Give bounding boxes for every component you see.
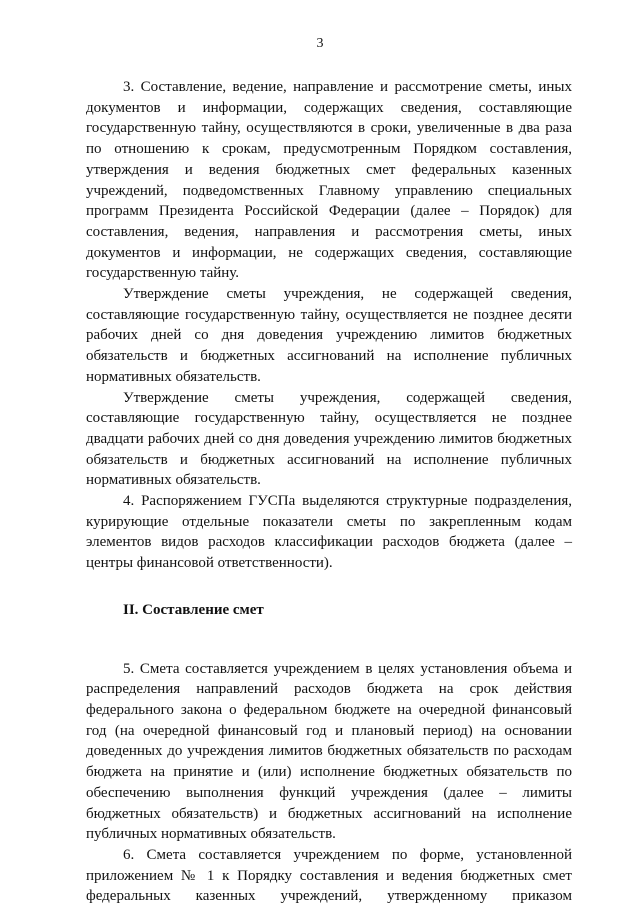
section-heading: II. Составление смет <box>123 601 264 618</box>
paragraph-4: 4. Распоряжением ГУСПа выделяются структурные подразделения, курирующие отдельные показатели сметы по закрепленным кодам элементов видов расходов классификации расходов бюджета (далее – центры финансовой ответственности). <box>86 493 572 572</box>
paragraph-6: 6. Смета составляется учреждением по форме, установленной приложением № 1 к Порядку составления и ведения бюджетных смет федеральных казенных учреждений, утвержденному приказом <box>86 846 572 905</box>
paragraph-5: 5. Смета составляется учреждением в целях установления объема и распределения направлений расходов бюджета на срок действия федерального закона о федеральном бюджете на очередной финансовый год (на очередной финансовый год и плановый период) на основании доведенных до учреждения лимитов бюджетных обязательств по расходам бюджета на принятие и (или) исполнение бюджетных обязательств по обеспечению выполнения функций учреждения (далее – лимиты бюджетных обязательств) и бюджетных ассигнований на исполнение публичных нормативных обязательств. <box>86 660 572 843</box>
paragraph-approval-secret: Утверждение сметы учреждения, содержащей сведения, составляющие государственную тайну, осуществляется не позднее двадцати рабочих дней со дня доведения учреждению лимитов бюджетных обязательств и бюджетных ассигнований на исполнение публичных нормативных обязательств. <box>86 389 572 489</box>
document-body <box>86 77 572 907</box>
page-number: 3 <box>316 36 324 51</box>
spacer <box>86 621 572 659</box>
paragraph-approval-non-secret: Утверждение сметы учреждения, не содержащей сведения, составляющие государственную тайну, осуществляется не позднее десяти рабочих дней со дня доведения учреждению лимитов бюджетных обязательств и бюджетных ассигнований на исполнение публичных нормативных обязательств. <box>86 286 572 385</box>
paragraph-3: 3. Составление, ведение, направление и рассмотрение сметы, иных документов и информации, содержащих сведения, составляющие государственную тайну, осуществляются в сроки, увеличенные в два раза по отношению к срокам, предусмотренным Порядком составления, утверждения и ведения бюджетных смет федеральных казенных учреждений, подведомственных Главному управлению специальных программ Президента Российской Федерации (далее – Порядок) для составления, ведения, направления и рассмотрения сметы, иных документов и информации, не содержащих сведения, составляющие государственную тайну. <box>86 79 572 282</box>
spacer <box>86 574 572 600</box>
